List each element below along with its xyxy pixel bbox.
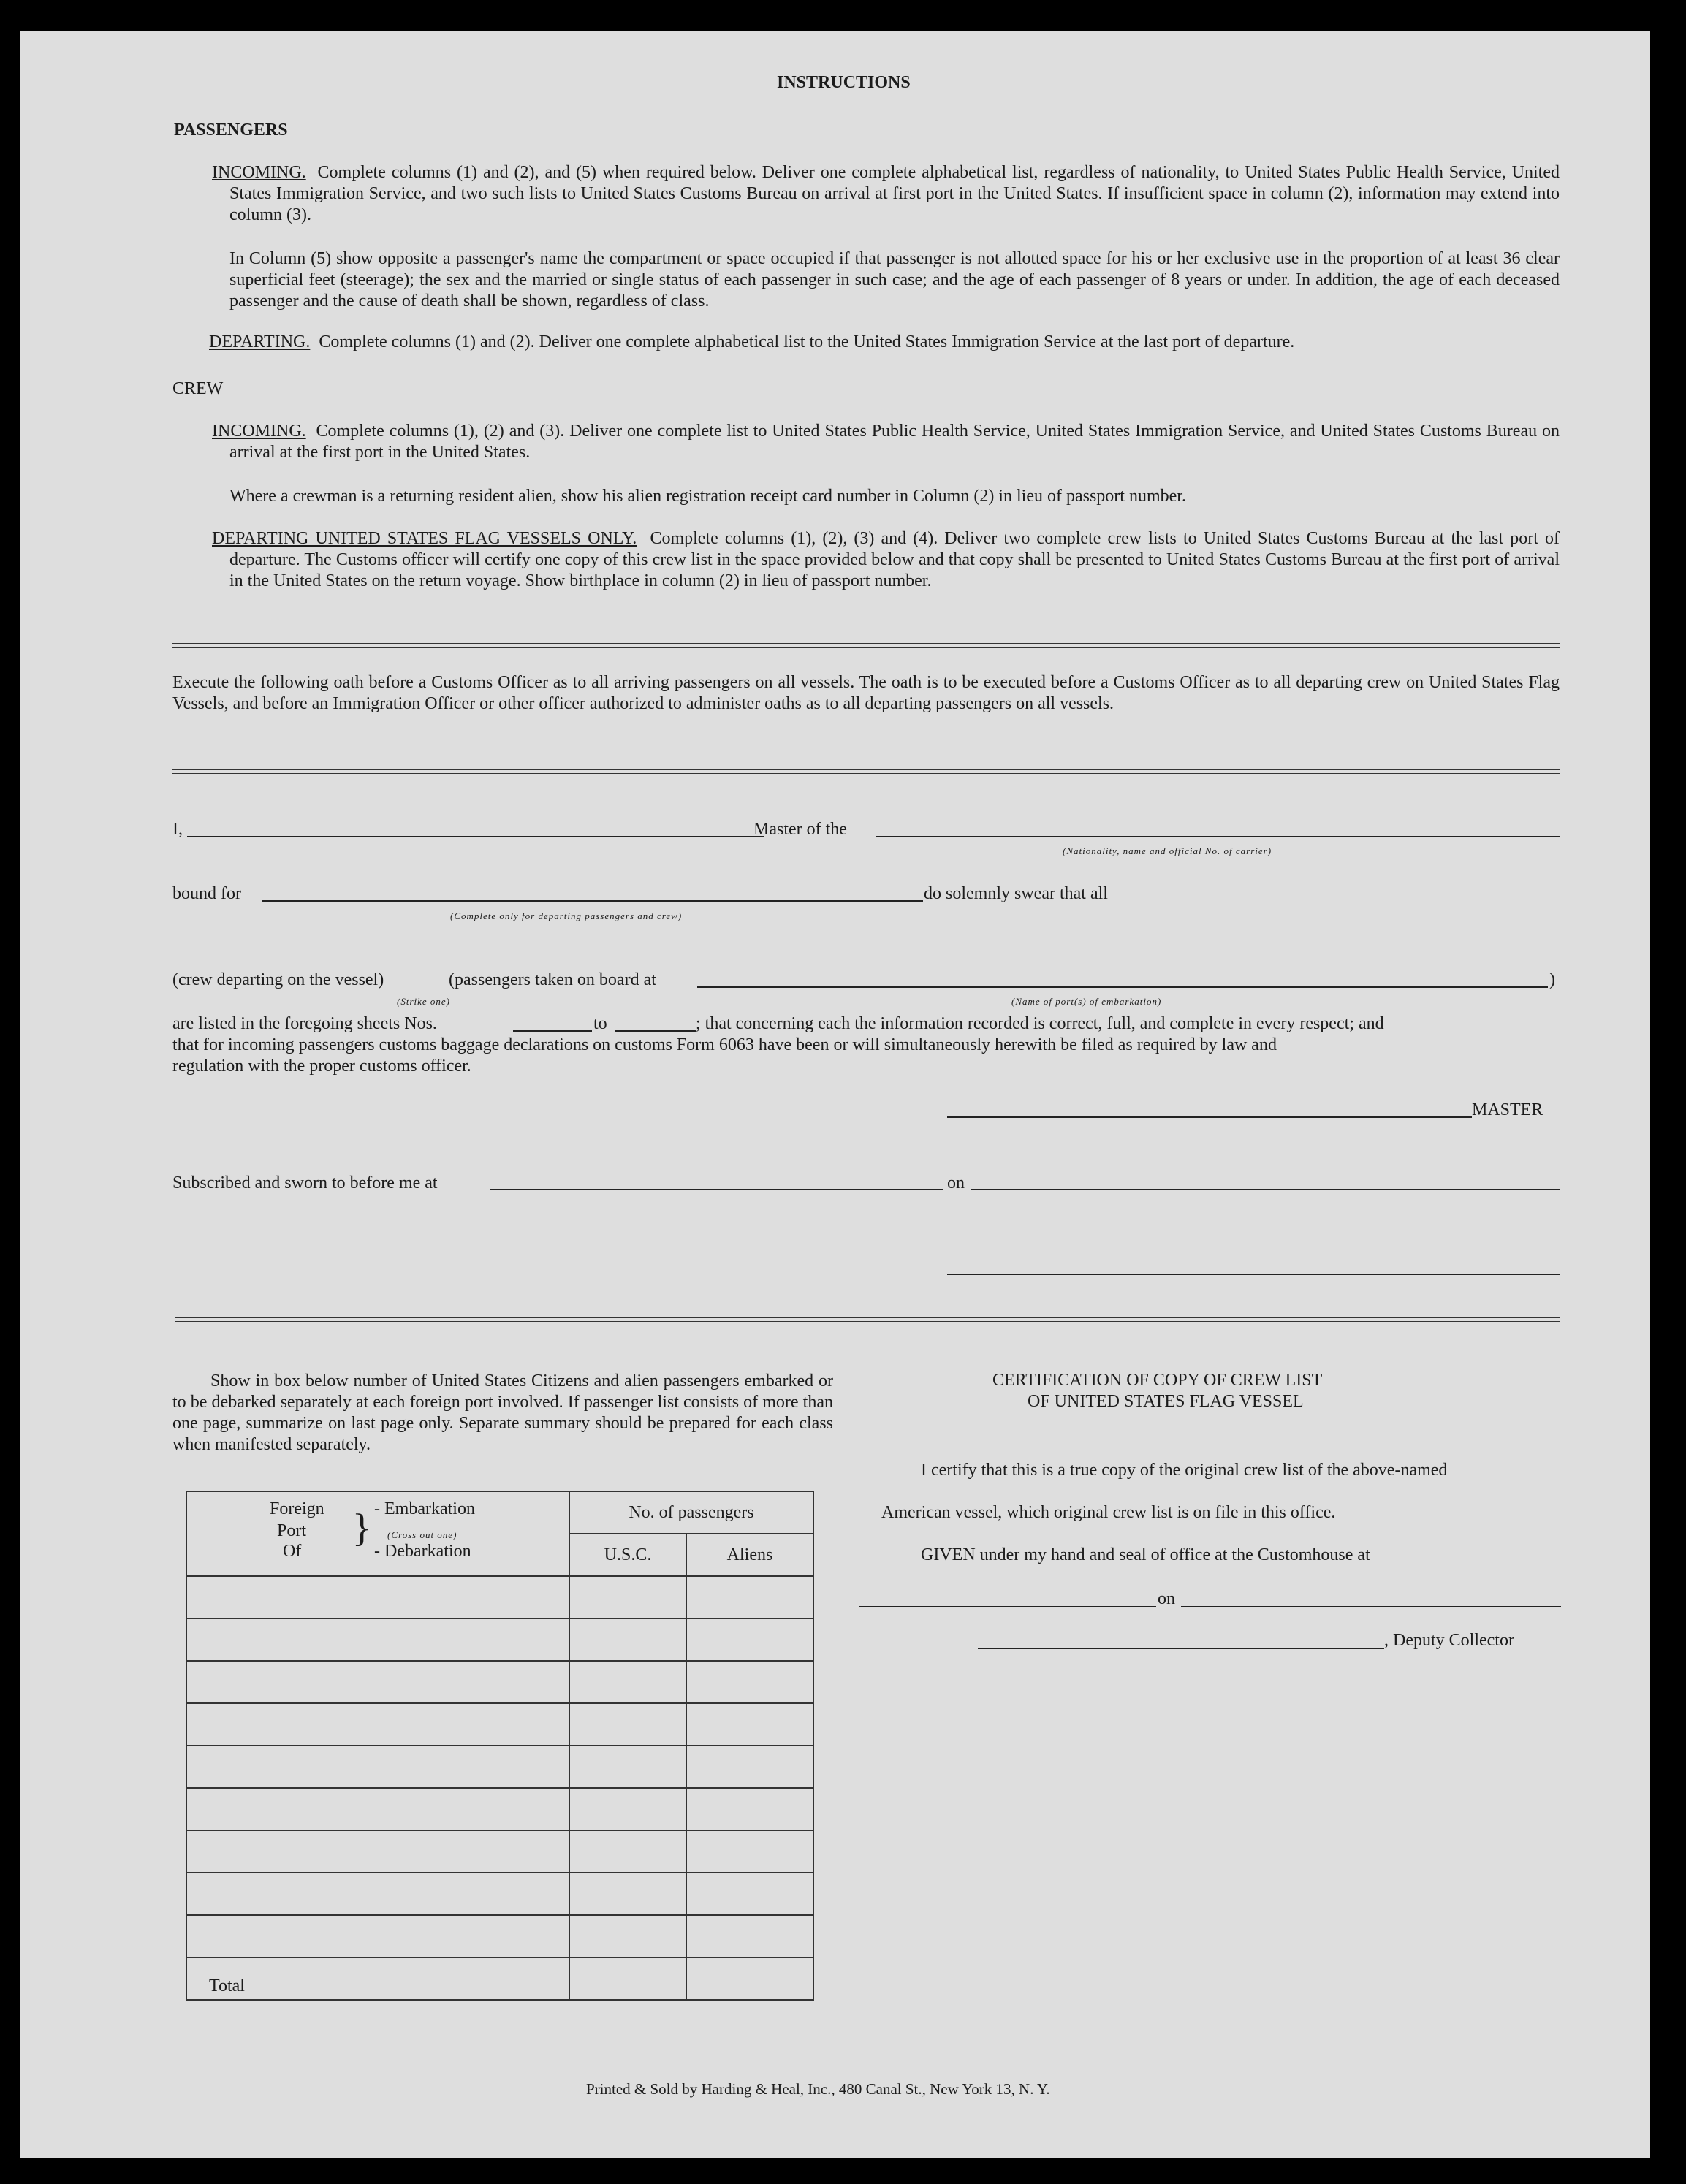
passengers-departing-paragraph xyxy=(209,332,1560,353)
crew-departing-text: Complete columns (1), (2), (3) and (4). Deliver two complete crew lists to United States Customs Bureau at the last port of departure. The Customs officer will certify one copy of this crew list in the space provided below and that copy shall be presented to United States Customs Bureau at the first port of arrival in the United States on the return voyage. Show birthplace in column (2) in lieu of passport number. xyxy=(229,529,1560,590)
deputy-collector-label: , Deputy Collector xyxy=(1384,1631,1514,1650)
usc-cell[interactable] xyxy=(569,1661,686,1703)
aliens-header: Aliens xyxy=(686,1534,813,1576)
table-row xyxy=(186,1576,813,1618)
aliens-cell[interactable] xyxy=(686,1576,813,1618)
port-cell[interactable] xyxy=(186,1576,569,1618)
certification-line1: I certify that this is a true copy of the original crew list of the above-named xyxy=(921,1461,1448,1480)
total-row xyxy=(186,1957,813,2000)
divider-oath xyxy=(172,769,1560,770)
usc-cell[interactable] xyxy=(569,1873,686,1915)
bound-for-label: bound for xyxy=(172,884,241,903)
port-cell[interactable] xyxy=(186,1873,569,1915)
sheets-from-field[interactable] xyxy=(513,1030,592,1032)
sworn-date-field[interactable] xyxy=(971,1189,1560,1190)
usc-cell[interactable] xyxy=(569,1746,686,1788)
ports-caption: (Name of port(s) of embarkation) xyxy=(1011,996,1162,1007)
sworn-place-field[interactable] xyxy=(490,1189,943,1190)
passengers-taken-option: (passengers taken on board at xyxy=(449,970,656,989)
total-label: Total xyxy=(186,1957,569,2000)
carrier-field[interactable] xyxy=(876,836,1560,837)
usc-cell[interactable] xyxy=(569,1618,686,1661)
usc-total-cell[interactable] xyxy=(569,1957,686,2000)
master-of-the-label: Master of the xyxy=(753,820,847,839)
port-cell[interactable] xyxy=(186,1618,569,1661)
oath-instruction-paragraph: Execute the following oath before a Customs Officer as to all arriving passengers on all vessels. The oath is to be executed before a Customs Officer as to all departing crew on United States Flag Vessels, and before an Immigration Officer or other officer authorized to administer oaths as to all departing passengers on all vessels. xyxy=(172,673,1560,713)
strike-one-caption: (Strike one) xyxy=(397,996,451,1007)
table-row xyxy=(186,1618,813,1661)
listed-rest: ; that concerning each the information recorded is correct, full, and complete in every respect; and xyxy=(696,1014,1384,1033)
crew-departing-paragraph xyxy=(212,528,1560,592)
form-page xyxy=(20,31,1650,2158)
master-signature-field[interactable] xyxy=(947,1116,1472,1118)
port-cell[interactable] xyxy=(186,1915,569,1957)
crew-departing-option: (crew departing on the vessel) xyxy=(172,970,384,989)
subscribed-label: Subscribed and sworn to before me at xyxy=(172,1173,438,1192)
divider-bottom xyxy=(175,1317,1560,1318)
aliens-total-cell[interactable] xyxy=(686,1957,813,2000)
close-paren: ) xyxy=(1549,970,1555,989)
port-cell[interactable] xyxy=(186,1788,569,1830)
crew-incoming-paragraph xyxy=(212,421,1560,463)
table-row xyxy=(186,1703,813,1746)
aliens-cell[interactable] xyxy=(686,1661,813,1703)
table-row xyxy=(186,1746,813,1788)
table-row xyxy=(186,1915,813,1957)
certification-on-label: on xyxy=(1158,1589,1175,1608)
cross-out-caption: (Cross out one) xyxy=(387,1529,457,1540)
divider-oath-second xyxy=(172,773,1560,774)
usc-cell[interactable] xyxy=(569,1830,686,1873)
passengers-departing-text: Complete columns (1) and (2). Deliver one complete alphabetical list to the United States Immigration Service at the last port of departure. xyxy=(319,332,1295,351)
passengers-title: PASSENGERS xyxy=(174,121,288,140)
of-label: Of xyxy=(283,1542,302,1561)
aliens-cell[interactable] xyxy=(686,1915,813,1957)
no-of-passengers-header: No. of passengers xyxy=(569,1491,813,1534)
embarkation-label: - Embarkation xyxy=(374,1499,475,1518)
bound-for-field[interactable] xyxy=(262,900,923,902)
table-row xyxy=(186,1873,813,1915)
passenger-summary-table xyxy=(186,1491,814,2001)
table-row xyxy=(186,1788,813,1830)
instructions-heading: INSTRUCTIONS xyxy=(777,73,911,92)
crew-title: CREW xyxy=(172,379,224,398)
divider-top-second xyxy=(172,647,1560,648)
summary-paragraph: Show in box below number of United States Citizens and alien passengers embarked or to be debarked separately at each foreign port involved. If passenger list consists of more than one page, summarize on last page only. Separate summary should be prepared for each class when manifested separately. xyxy=(172,1371,833,1454)
foreign-label: Foreign xyxy=(270,1499,324,1518)
sheets-to-field[interactable] xyxy=(615,1030,696,1032)
usc-cell[interactable] xyxy=(569,1576,686,1618)
port-cell[interactable] xyxy=(186,1746,569,1788)
aliens-cell[interactable] xyxy=(686,1746,813,1788)
sworn-on-label: on xyxy=(947,1173,965,1192)
ports-embarkation-field[interactable] xyxy=(697,986,1548,988)
certification-title-line2: OF UNITED STATES FLAG VESSEL xyxy=(1028,1392,1304,1411)
listed-line2: that for incoming passengers customs baggage declarations on customs Form 6063 have been or will simultaneously herewith be filed as required by law and xyxy=(172,1035,1277,1054)
passengers-column5-paragraph: In Column (5) show opposite a passenger's name the compartment or space occupied if that passenger is not allotted space for his or her exclusive use in the proportion of at least 36 clear superficial feet (steerage); the sex and the married or single status of each passenger in such case; and the age of each passenger of 8 years or under. In addition, the age of each deceased passenger and the cause of death shall be shown, regardless of class. xyxy=(229,249,1560,311)
nationality-caption: (Nationality, name and official No. of carrier) xyxy=(1063,845,1272,856)
divider-top xyxy=(172,643,1560,644)
aliens-cell[interactable] xyxy=(686,1703,813,1746)
port-cell[interactable] xyxy=(186,1830,569,1873)
usc-cell[interactable] xyxy=(569,1788,686,1830)
crew-incoming-label: INCOMING. xyxy=(212,422,306,441)
usc-cell[interactable] xyxy=(569,1703,686,1746)
passengers-incoming-label: INCOMING. xyxy=(212,163,306,182)
do-solemnly-label: do solemnly swear that all xyxy=(924,884,1108,903)
customhouse-field[interactable] xyxy=(859,1606,1156,1607)
passengers-departing-label: DEPARTING. xyxy=(209,332,311,351)
divider-bottom-second xyxy=(175,1321,1560,1322)
crew-crewman-paragraph: Where a crewman is a returning resident alien, show his alien registration receipt card number in Column (2) in lieu of passport number. xyxy=(229,487,1186,506)
crew-incoming-text: Complete columns (1), (2) and (3). Deliver one complete list to United States Public Health Service, United States Immigration Service, and United States Customs Bureau on arrival at the first port in the United States. xyxy=(229,422,1560,462)
debarkation-label: - Debarkation xyxy=(374,1542,471,1561)
sheets-to-label: to xyxy=(593,1014,607,1033)
table-row xyxy=(186,1830,813,1873)
listed-line3: regulation with the proper customs officer. xyxy=(172,1057,471,1076)
port-label: Port xyxy=(277,1521,307,1540)
printer-footer: Printed & Sold by Harding & Heal, Inc., 480 Canal St., New York 13, N. Y. xyxy=(586,2080,1050,2098)
port-cell[interactable] xyxy=(186,1661,569,1703)
aliens-cell[interactable] xyxy=(686,1830,813,1873)
master-name-field[interactable] xyxy=(187,836,764,837)
oath-i-label: I, xyxy=(172,820,183,839)
foreign-port-header xyxy=(186,1491,569,1576)
aliens-cell[interactable] xyxy=(686,1873,813,1915)
port-cell[interactable] xyxy=(186,1703,569,1746)
certification-line3: GIVEN under my hand and seal of office at the Customhouse at xyxy=(921,1545,1370,1564)
usc-cell[interactable] xyxy=(569,1915,686,1957)
master-label: MASTER xyxy=(1472,1100,1543,1119)
passengers-incoming-text: Complete columns (1) and (2), and (5) when required below. Deliver one complete alphabetical list, regardless of nationality, to United States Public Health Service, United States Immigration Service, and two such lists to United States Customs Bureau on arrival at first port in the United States. If insufficient space in column (2), information may extend into column (3). xyxy=(229,163,1560,224)
certification-title-line1: CERTIFICATION OF COPY OF CREW LIST xyxy=(992,1371,1323,1390)
aliens-cell[interactable] xyxy=(686,1788,813,1830)
certification-date-field[interactable] xyxy=(1181,1606,1561,1607)
passengers-incoming-paragraph xyxy=(212,162,1560,226)
usc-header: U.S.C. xyxy=(569,1534,686,1576)
listed-prefix: are listed in the foregoing sheets Nos. xyxy=(172,1014,437,1033)
certification-line2: American vessel, which original crew list is on file in this office. xyxy=(881,1503,1336,1522)
aliens-cell[interactable] xyxy=(686,1618,813,1661)
brace: } xyxy=(352,1506,371,1550)
complete-only-caption: (Complete only for departing passengers and crew) xyxy=(450,910,683,921)
crew-departing-label: DEPARTING UNITED STATES FLAG VESSELS ONLY. xyxy=(212,529,637,548)
table-row xyxy=(186,1661,813,1703)
officer-signature-field[interactable] xyxy=(947,1274,1560,1275)
deputy-signature-field[interactable] xyxy=(978,1648,1384,1649)
